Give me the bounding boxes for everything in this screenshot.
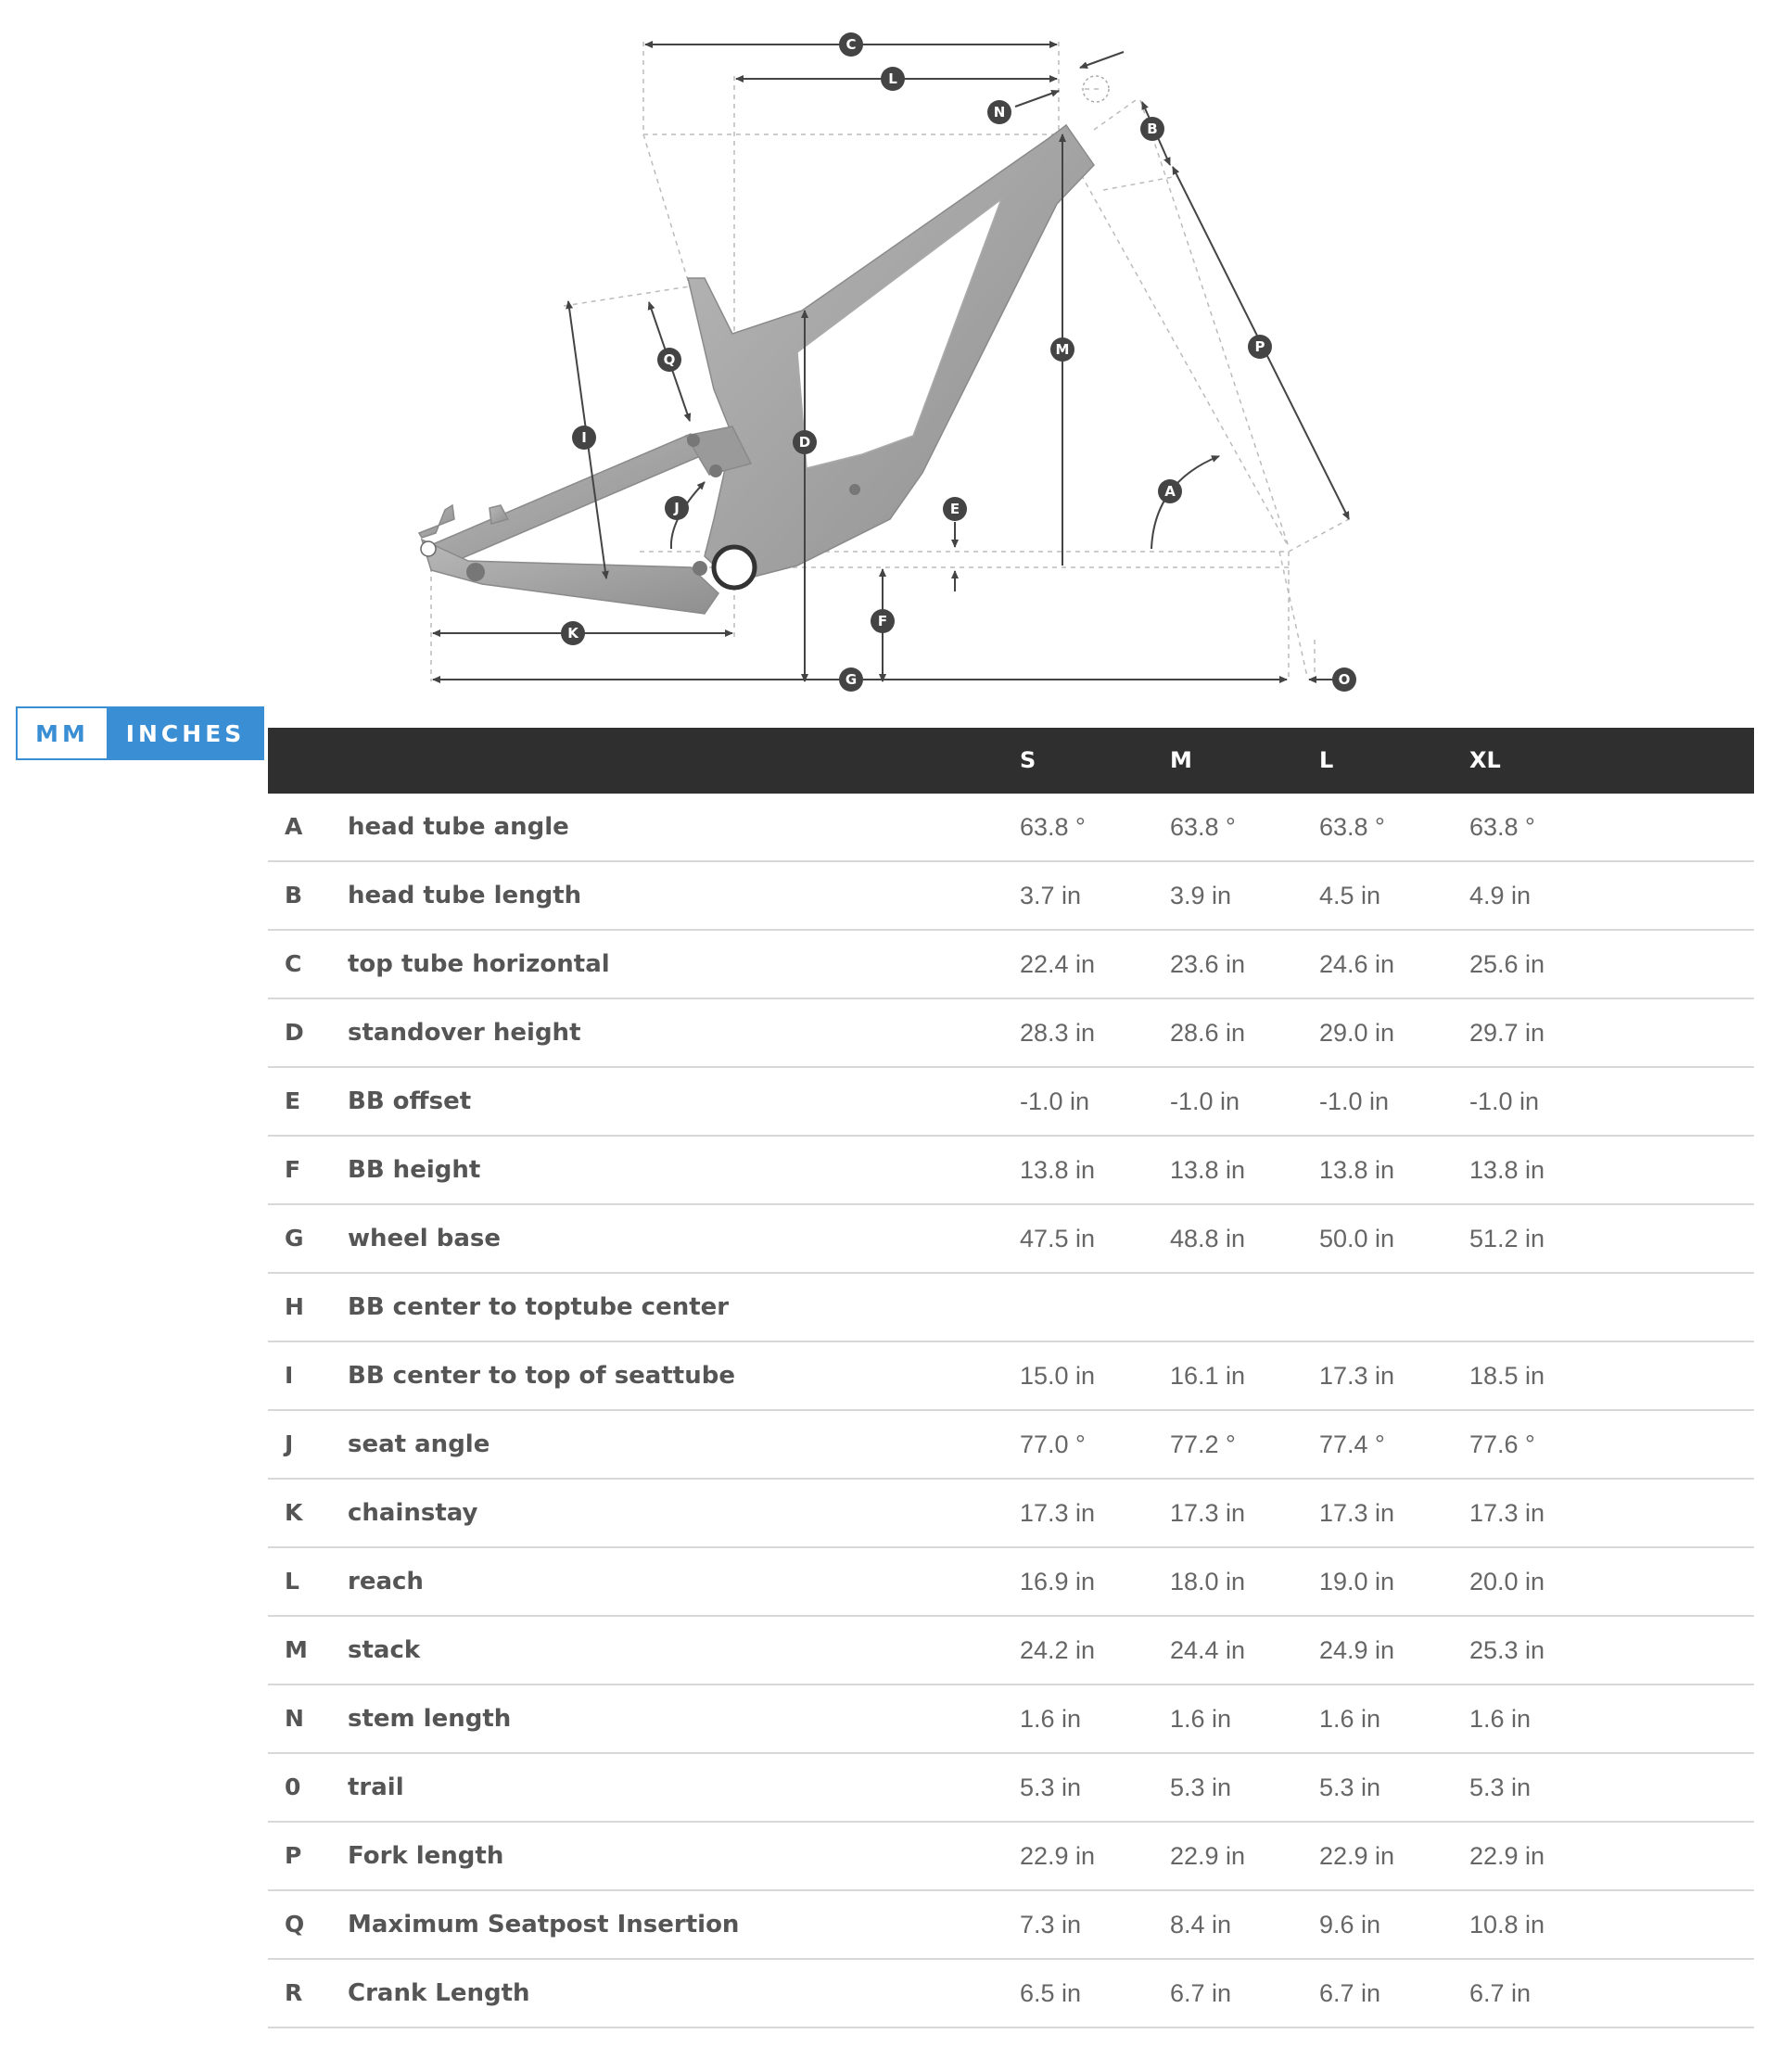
value-size-l: 22.9 in [1319,1842,1395,1870]
row-measurement-name: head tube angle [348,813,569,841]
value-size-s: 3.7 in [1020,882,1082,909]
svg-text:G: G [845,671,858,688]
geometry-table [268,728,1754,2028]
table-row [268,1068,1754,1137]
table-row [268,1685,1754,1754]
value-size-l: 77.4 ° [1319,1430,1385,1458]
value-size-m: 48.8 in [1170,1225,1246,1252]
value-size-xl: 77.6 ° [1469,1430,1535,1458]
value-size-s: 13.8 in [1020,1156,1096,1184]
value-size-m: 1.6 in [1170,1705,1232,1733]
marker-c [839,32,863,57]
svg-text:K: K [567,625,578,642]
row-measurement-name: chainstay [348,1499,478,1527]
value-size-s: 28.3 in [1020,1019,1096,1047]
row-letter: A [285,813,303,840]
svg-text:Q: Q [663,351,676,368]
value-size-xl: 1.6 in [1469,1705,1532,1733]
row-measurement-name: BB offset [348,1087,472,1115]
value-size-xl: 63.8 ° [1469,813,1535,841]
value-size-xl: 13.8 in [1469,1156,1545,1184]
value-size-m: 16.1 in [1170,1362,1246,1390]
table-row [268,1960,1754,2028]
marker-o [1332,667,1356,692]
marker-g [839,667,863,692]
row-letter: N [285,1705,304,1732]
svg-text:J: J [674,500,680,516]
table-row [268,1205,1754,1274]
table-row [268,1274,1754,1342]
svg-text:E: E [949,501,960,517]
table-header [268,728,1754,794]
value-size-m: 18.0 in [1170,1568,1246,1595]
row-letter: 0 [285,1773,301,1800]
table-row [268,1548,1754,1617]
row-measurement-name: BB center to top of seattube [348,1362,735,1390]
row-letter: H [285,1293,304,1320]
value-size-s: 16.9 in [1020,1568,1096,1595]
row-measurement-name: stack [348,1636,421,1664]
row-letter: C [285,950,302,977]
row-letter: E [285,1087,301,1114]
row-letter: M [285,1636,308,1663]
value-size-m: 23.6 in [1170,950,1246,978]
marker-e [943,497,967,521]
svg-text:I: I [581,429,587,446]
marker-b [1140,117,1164,141]
value-size-xl: 51.2 in [1469,1225,1545,1252]
svg-text:L: L [888,70,897,87]
row-measurement-name: head tube length [348,882,582,909]
row-letter: G [285,1225,304,1252]
value-size-l: 9.6 in [1319,1911,1381,1939]
svg-text:O: O [1338,671,1351,688]
row-measurement-name: standover height [348,1019,581,1047]
table-row [268,1342,1754,1411]
value-size-xl: 10.8 in [1469,1911,1545,1939]
value-size-m: 24.4 in [1170,1636,1246,1664]
row-letter: L [285,1568,299,1595]
row-letter: I [285,1362,294,1389]
value-size-xl: 18.5 in [1469,1362,1545,1390]
value-size-s: 6.5 in [1020,1979,1082,2007]
marker-a [1158,479,1182,503]
value-size-xl: 6.7 in [1469,1979,1532,2007]
value-size-l: 1.6 in [1319,1705,1381,1733]
header-size-m: M [1170,747,1192,773]
table-row [268,1137,1754,1205]
value-size-m: 13.8 in [1170,1156,1246,1184]
value-size-m: 5.3 in [1170,1773,1232,1801]
svg-text:F: F [877,613,888,629]
value-size-s: 24.2 in [1020,1636,1096,1664]
row-measurement-name: wheel base [348,1225,502,1252]
value-size-l: -1.0 in [1319,1087,1390,1115]
svg-text:C: C [846,36,857,53]
value-size-l: 63.8 ° [1319,813,1385,841]
marker-j [665,496,689,520]
units-toggle [16,706,264,762]
table-row [268,931,1754,999]
svg-text:P: P [1254,338,1265,355]
row-measurement-name: seat angle [348,1430,490,1458]
inches-units-button[interactable]: INCHES [108,706,264,760]
value-size-s: 17.3 in [1020,1499,1096,1527]
mm-units-button[interactable]: MM [16,706,108,760]
value-size-l: 19.0 in [1319,1568,1395,1595]
marker-l [881,67,905,91]
value-size-xl: 5.3 in [1469,1773,1532,1801]
marker-m [1050,337,1074,362]
table-row [268,1617,1754,1685]
row-measurement-name: Crank Length [348,1979,530,2007]
value-size-s: 15.0 in [1020,1362,1096,1390]
value-size-s: 1.6 in [1020,1705,1082,1733]
value-size-m: 22.9 in [1170,1842,1246,1870]
header-size-s: S [1020,747,1036,773]
value-size-xl: 4.9 in [1469,882,1532,909]
table-row [268,862,1754,931]
value-size-m: 77.2 ° [1170,1430,1236,1458]
value-size-m: 3.9 in [1170,882,1232,909]
value-size-m: 8.4 in [1170,1911,1232,1939]
svg-text:B: B [1147,121,1158,137]
row-measurement-name: Maximum Seatpost Insertion [348,1911,740,1939]
value-size-l: 24.9 in [1319,1636,1395,1664]
row-measurement-name: reach [348,1568,424,1595]
value-size-m: 17.3 in [1170,1499,1246,1527]
row-letter: K [285,1499,303,1526]
svg-text:N: N [993,104,1006,121]
value-size-xl: 25.3 in [1469,1636,1545,1664]
value-size-l: 29.0 in [1319,1019,1395,1047]
table-row [268,1480,1754,1548]
marker-i [572,426,596,450]
table-row [268,1823,1754,1891]
row-measurement-name: stem length [348,1705,512,1733]
bike-frame-illustration [419,76,1109,614]
value-size-s: 77.0 ° [1020,1430,1086,1458]
svg-text:A: A [1164,483,1176,500]
row-letter: F [285,1156,301,1183]
table-row [268,999,1754,1068]
value-size-s: 47.5 in [1020,1225,1096,1252]
value-size-xl: -1.0 in [1469,1087,1540,1115]
value-size-m: -1.0 in [1170,1087,1240,1115]
value-size-s: 22.9 in [1020,1842,1096,1870]
row-measurement-name: Fork length [348,1842,504,1870]
table-row [268,1411,1754,1480]
value-size-s: 22.4 in [1020,950,1096,978]
marker-d [793,430,817,454]
value-size-l: 24.6 in [1319,950,1395,978]
marker-k [561,621,585,645]
header-size-l: L [1319,747,1334,773]
value-size-xl: 25.6 in [1469,950,1545,978]
value-size-xl: 29.7 in [1469,1019,1545,1047]
row-letter: R [285,1979,303,2006]
value-size-l: 6.7 in [1319,1979,1381,2007]
value-size-l: 5.3 in [1319,1773,1381,1801]
value-size-s: 7.3 in [1020,1911,1082,1939]
svg-text:D: D [798,434,811,451]
value-size-l: 13.8 in [1319,1156,1395,1184]
header-size-xl: XL [1469,747,1501,773]
row-letter: Q [285,1911,305,1938]
value-size-s: 63.8 ° [1020,813,1086,841]
marker-f [871,609,895,633]
row-measurement-name: BB center to toptube center [348,1293,730,1321]
row-measurement-name: trail [348,1773,404,1801]
table-row [268,1891,1754,1960]
value-size-m: 28.6 in [1170,1019,1246,1047]
value-size-xl: 17.3 in [1469,1499,1545,1527]
row-measurement-name: top tube horizontal [348,950,610,978]
value-size-l: 4.5 in [1319,882,1381,909]
value-size-l: 17.3 in [1319,1499,1395,1527]
value-size-xl: 20.0 in [1469,1568,1545,1595]
table-row [268,794,1754,862]
marker-q [657,348,681,372]
row-measurement-name: BB height [348,1156,481,1184]
value-size-m: 63.8 ° [1170,813,1236,841]
value-size-s: -1.0 in [1020,1087,1090,1115]
marker-n [987,100,1011,124]
row-letter: B [285,882,303,909]
row-letter: J [285,1430,294,1457]
value-size-m: 6.7 in [1170,1979,1232,2007]
value-size-xl: 22.9 in [1469,1842,1545,1870]
frame-geometry-diagram [0,0,1780,705]
svg-text:M: M [1055,341,1070,358]
marker-p [1248,335,1272,359]
row-letter: D [285,1019,304,1046]
value-size-l: 17.3 in [1319,1362,1395,1390]
value-size-l: 50.0 in [1319,1225,1395,1252]
table-body [268,794,1754,2028]
value-size-s: 5.3 in [1020,1773,1082,1801]
row-letter: P [285,1842,302,1869]
table-row [268,1754,1754,1823]
